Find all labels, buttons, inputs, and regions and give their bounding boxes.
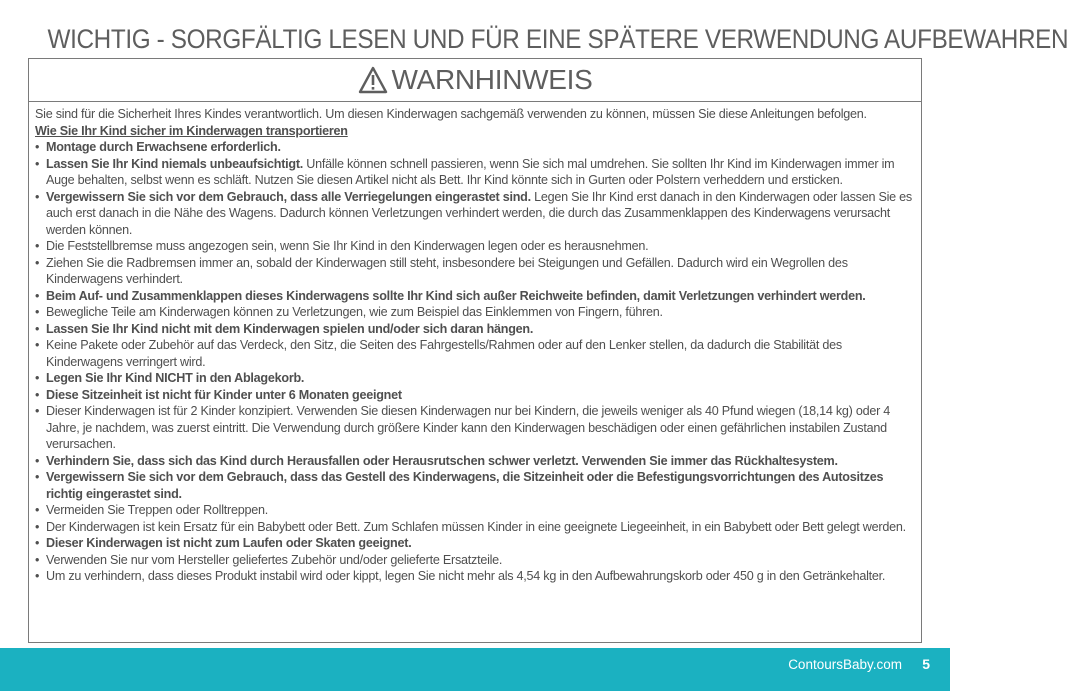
section-subheading: Wie Sie Ihr Kind sicher im Kinderwagen transportieren [35,123,348,138]
list-item: • Vergewissern Sie sich vor dem Gebrauch, dass das Gestell des Kinderwagens, die Sitzeinheit oder die Befestigungsvorrichtungen des Autositzes richtig eingerastet sind. [35,469,915,502]
warning-heading: WARNHINWEIS [391,64,593,95]
list-item: • Der Kinderwagen ist kein Ersatz für ein Babybett oder Bett. Zum Schlafen müssen Kinder in eine geeignete Liegeeinheit, in ein Babybett oder Bett gelegt werden. [35,519,915,536]
list-item: • Lassen Sie Ihr Kind niemals unbeaufsichtigt. Unfälle können schnell passieren, wenn Sie sich mal umdrehen. Sie sollten Ihr Kind im Kinderwagen immer im Auge behalten, selbst wenn es schläft. Nutzen Sie diesen Artikel nicht als Bett. Ihr Kind könnte sich in Gurten oder Polstern verheddern und ersticken. [35,156,915,189]
list-item: • Beim Auf- und Zusammenklappen dieses Kinderwagens sollte Ihr Kind sich außer Reichweite befinden, damit Verletzungen verhindert werden. [35,288,915,305]
list-item: • Dieser Kinderwagen ist für 2 Kinder konzipiert. Verwenden Sie diesen Kinderwagen nur bei Kindern, die jeweils weniger als 40 Pfund wiegen (18,14 kg) oder 4 Jahre, je nachdem, was zuerst eintritt. Die Verwendung durch größere Kinder kann den Kinderwagen beschädigen oder einen gefährlichen instabilen Zustand verursachen. [35,403,915,453]
list-item: • Lassen Sie Ihr Kind nicht mit dem Kinderwagen spielen und/oder sich daran hängen. [35,321,915,338]
list-item: • Ziehen Sie die Radbremsen immer an, sobald der Kinderwagen still steht, insbesondere bei Steigungen und Gefällen. Dadurch wird ein Wegrollen des Kinderwagens verhindert. [35,255,915,288]
page-title: WICHTIG - SORGFÄLTIG LESEN UND FÜR EINE SPÄTERE VERWENDUNG AUFBEWAHREN [47,24,1068,54]
list-item: • Montage durch Erwachsene erforderlich. [35,139,915,156]
list-item: • Verwenden Sie nur vom Hersteller geliefertes Zubehör und/oder gelieferte Ersatzteile. [35,552,915,569]
warning-box [28,58,922,643]
warning-list [35,139,915,585]
footer-bar [0,648,950,691]
list-item: • Legen Sie Ihr Kind NICHT in den Ablagekorb. [35,370,915,387]
list-item: • Bewegliche Teile am Kinderwagen können zu Verletzungen, wie zum Beispiel das Einklemmen von Fingern, führen. [35,304,915,321]
list-item: • Dieser Kinderwagen ist nicht zum Laufen oder Skaten geeignet. [35,535,915,552]
page-number: 5 [922,656,930,672]
list-item: • Die Feststellbremse muss angezogen sein, wenn Sie Ihr Kind in den Kinderwagen legen oder es herausnehmen. [35,238,915,255]
intro-paragraph: Sie sind für die Sicherheit Ihres Kindes verantwortlich. Um diesen Kinderwagen sachgemäß verwenden zu können, müssen Sie diese Anleitungen befolgen. [35,107,867,121]
list-item: • Vermeiden Sie Treppen oder Rolltreppen. [35,502,915,519]
warning-content [29,102,921,585]
website-link[interactable]: ContoursBaby.com [788,657,902,672]
list-item: • Diese Sitzeinheit ist nicht für Kinder unter 6 Monaten geeignet [35,387,915,404]
warning-triangle-icon [358,66,388,94]
list-item: • Verhindern Sie, dass sich das Kind durch Herausfallen oder Herausrutschen schwer verletzt. Verwenden Sie immer das Rückhaltesystem. [35,453,915,470]
list-item: • Um zu verhindern, dass dieses Produkt instabil wird oder kippt, legen Sie nicht mehr als 4,54 kg in den Aufbewahrungskorb oder 450 g in den Getränkehalter. [35,568,915,585]
list-item: • Vergewissern Sie sich vor dem Gebrauch, dass alle Verriegelungen eingerastet sind. Legen Sie Ihr Kind erst danach in den Kinderwagen oder lassen Sie es auch erst danach in die Nähe des Wagens. Dadurch können Verletzungen verhindert werden, die durch das Zusammenklappen des Kinderwagens verursacht werden können. [35,189,915,239]
list-item: • Keine Pakete oder Zubehör auf das Verdeck, den Sitz, die Seiten des Fahrgestells/Rahmen oder auf den Lenker stellen, da dadurch die Stabilität des Kinderwagens verringert wird. [35,337,915,370]
warning-header [29,59,921,102]
